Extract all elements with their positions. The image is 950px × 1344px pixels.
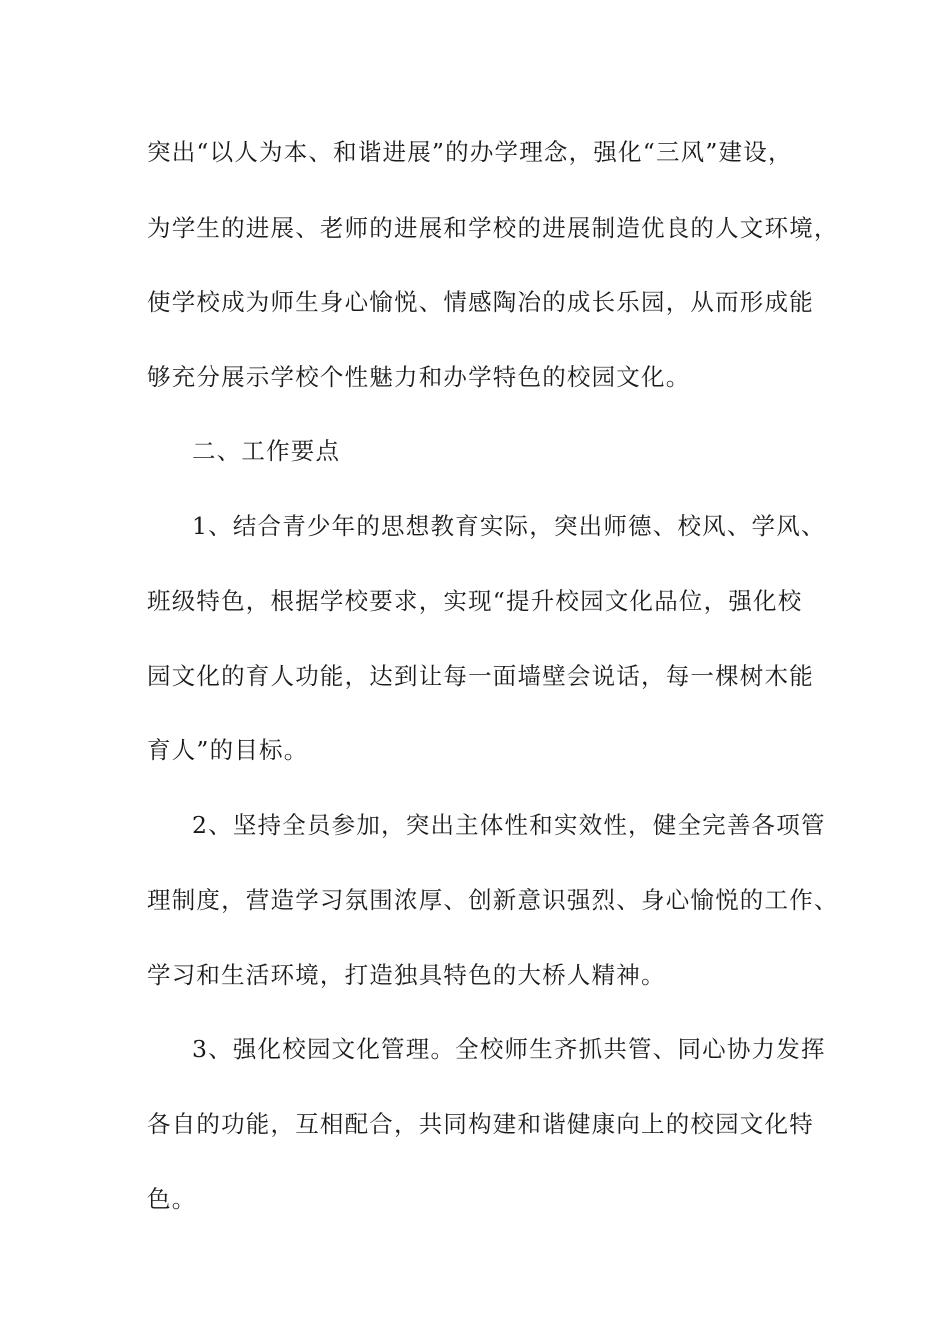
point-2-line-1: 2、坚持全员参加，突出主体性和实效性，健全完善各项管 [192, 811, 826, 839]
point-1-line-2: 班级特色，根据学校要求，实现“提升校园文化品位，强化校 [147, 587, 803, 615]
point-3-line-2: 各自的功能，互相配合，共同构建和谐健康向上的校园文化特 [147, 1110, 814, 1138]
paragraph-intro-line-3: 使学校成为师生身心愉悦、情感陶冶的成长乐园，从而形成能 [147, 288, 814, 316]
point-3-line-1: 3、强化校园文化管理。全校师生齐抓共管、同心协力发挥 [192, 1035, 826, 1063]
point-1-line-4: 育人”的目标。 [147, 736, 309, 764]
point-3-line-3: 色。 [147, 1185, 197, 1213]
paragraph-intro-line-2: 为学生的进展、老师的进展和学校的进展制造优良的人文环境， [147, 214, 839, 242]
point-1-line-1: 1、结合青少年的思想教育实际，突出师德、校风、学风、 [192, 512, 826, 540]
point-2-line-2: 理制度，营造学习氛围浓厚、创新意识强烈、身心愉悦的工作、 [147, 886, 839, 914]
point-1-line-3: 园文化的育人功能，达到让每一面墙壁会说话，每一棵树木能 [147, 662, 814, 690]
paragraph-intro-line-4: 够充分展示学校个性魅力和办学特色的校园文化。 [147, 363, 691, 391]
section-heading: 二、工作要点 [192, 437, 341, 465]
paragraph-intro-line-1: 突出“以人为本、和谐进展”的办学理念，强化“三风”建设， [147, 138, 793, 166]
point-2-line-3: 学习和生活环境，打造独具特色的大桥人精神。 [147, 961, 666, 989]
